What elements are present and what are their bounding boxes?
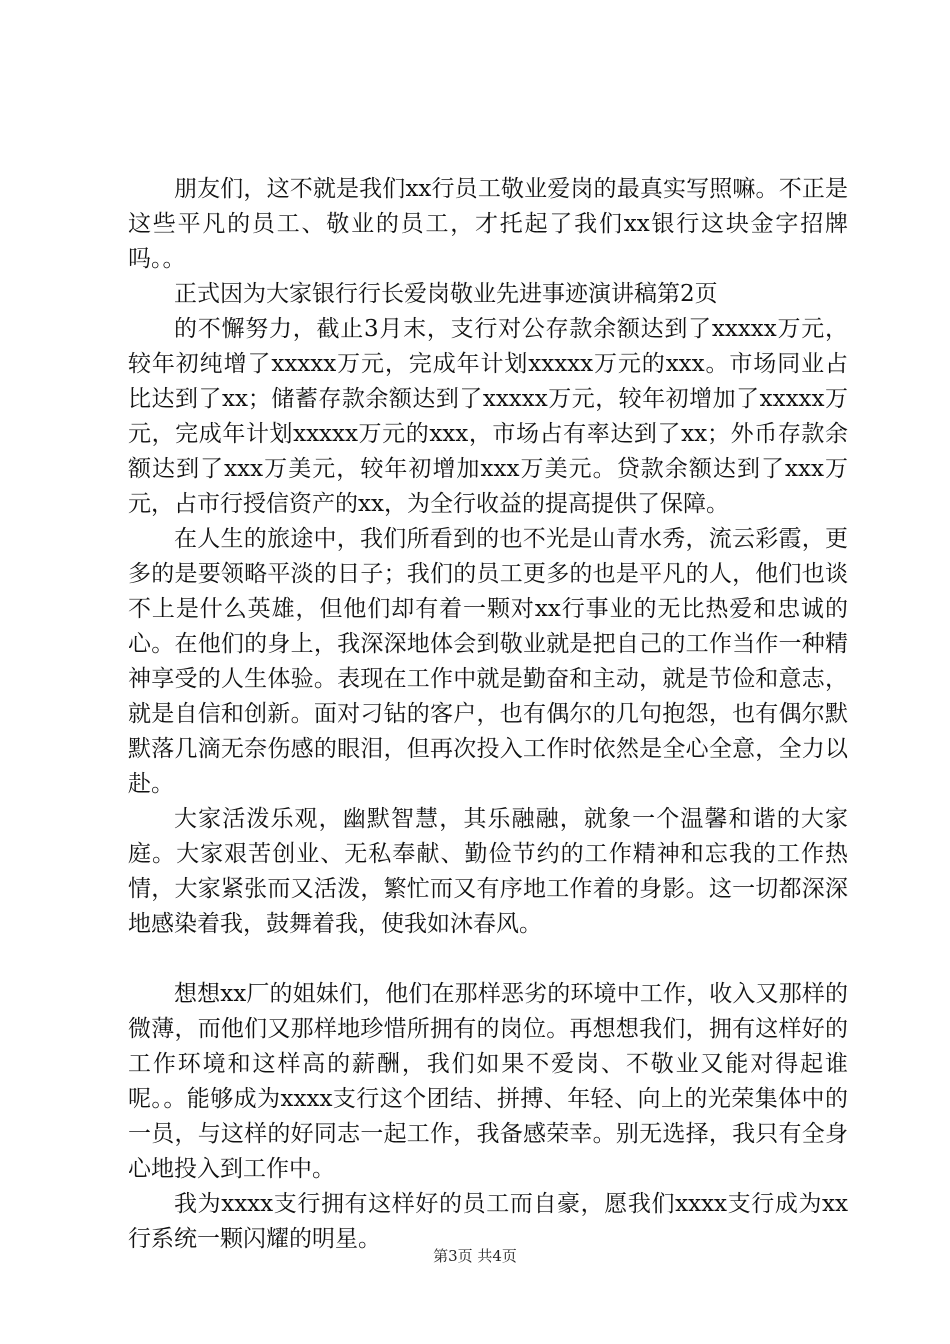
paragraph-4: 在人生的旅途中，我们所看到的也不光是山青水秀，流云彩霞，更多的是要领略平淡的日子；我们的员工更多的也是平凡的人，他们也谈不上是什么英雄，但他们却有着一颗对xx行事业的无比热爱和忠诚的心。在他们的身上，我深深地体会到敬业就是把自己的工作当作一种精神享受的人生体验。表现在工作中就是勤奋和主动，就是节俭和意志，就是自信和创新。面对刁钻的客户，也有偶尔的几句抱怨，也有偶尔默默落几滴无奈伤感的眼泪，但再次投入工作时依然是全心全意，全力以赴。 [128,526,848,797]
paragraph-2: 正式因为大家银行行长爱岗敬业先进事迹演讲稿第2页 [174,281,718,307]
paragraph-6: 想想xx厂的姐妹们，他们在那样恶劣的环境中工作，收入又那样的微薄，而他们又那样地珍惜所拥有的岗位。再想想我们，拥有这样好的工作环境和这样高的薪酬，我们如果不爱岗、不敬业又能对得起谁呢。。能够成为xxxx支行这个团结、拼搏、年轻、向上的光荣集体中的一员，与这样的好同志一起工作，我备感荣幸。别无选择，我只有全身心地投入到工作中。 [128,981,848,1182]
document-body [128,172,848,1257]
page-footer: 第3页 共4页 [433,1247,517,1265]
paragraph-1: 朋友们，这不就是我们xx行员工敬业爱岗的最真实写照嘛。不正是这些平凡的员工、敬业的员工，才托起了我们xx银行这块金字招牌吗。。 [128,176,848,272]
paragraph-7: 我为xxxx支行拥有这样好的员工而自豪，愿我们xxxx支行成为xx行系统一颗闪耀的明星。 [128,1191,848,1252]
paragraph-5: 大家活泼乐观，幽默智慧，其乐融融，就象一个温馨和谐的大家庭。大家艰苦创业、无私奉献、勤俭节约的工作精神和忘我的工作热情，大家紧张而又活泼，繁忙而又有序地工作着的身影。这一切都深深地感染着我，鼓舞着我，使我如沐春风。 [128,806,848,937]
paragraph-3: 的不懈努力，截止3月末，支行对公存款余额达到了xxxxx万元，较年初纯增了xxxxx万元，完成年计划xxxxx万元的xxx。市场同业占比达到了xx；储蓄存款余额达到了xxxxx万元，较年初增加了xxxxx万元，完成年计划xxxxx万元的xxx，市场占有率达到了xx；外币存款余额达到了xxx万美元，较年初增加xxx万美元。贷款余额达到了xxx万元，占市行授信资产的xx，为全行收益的提高提供了保障。 [128,316,848,517]
